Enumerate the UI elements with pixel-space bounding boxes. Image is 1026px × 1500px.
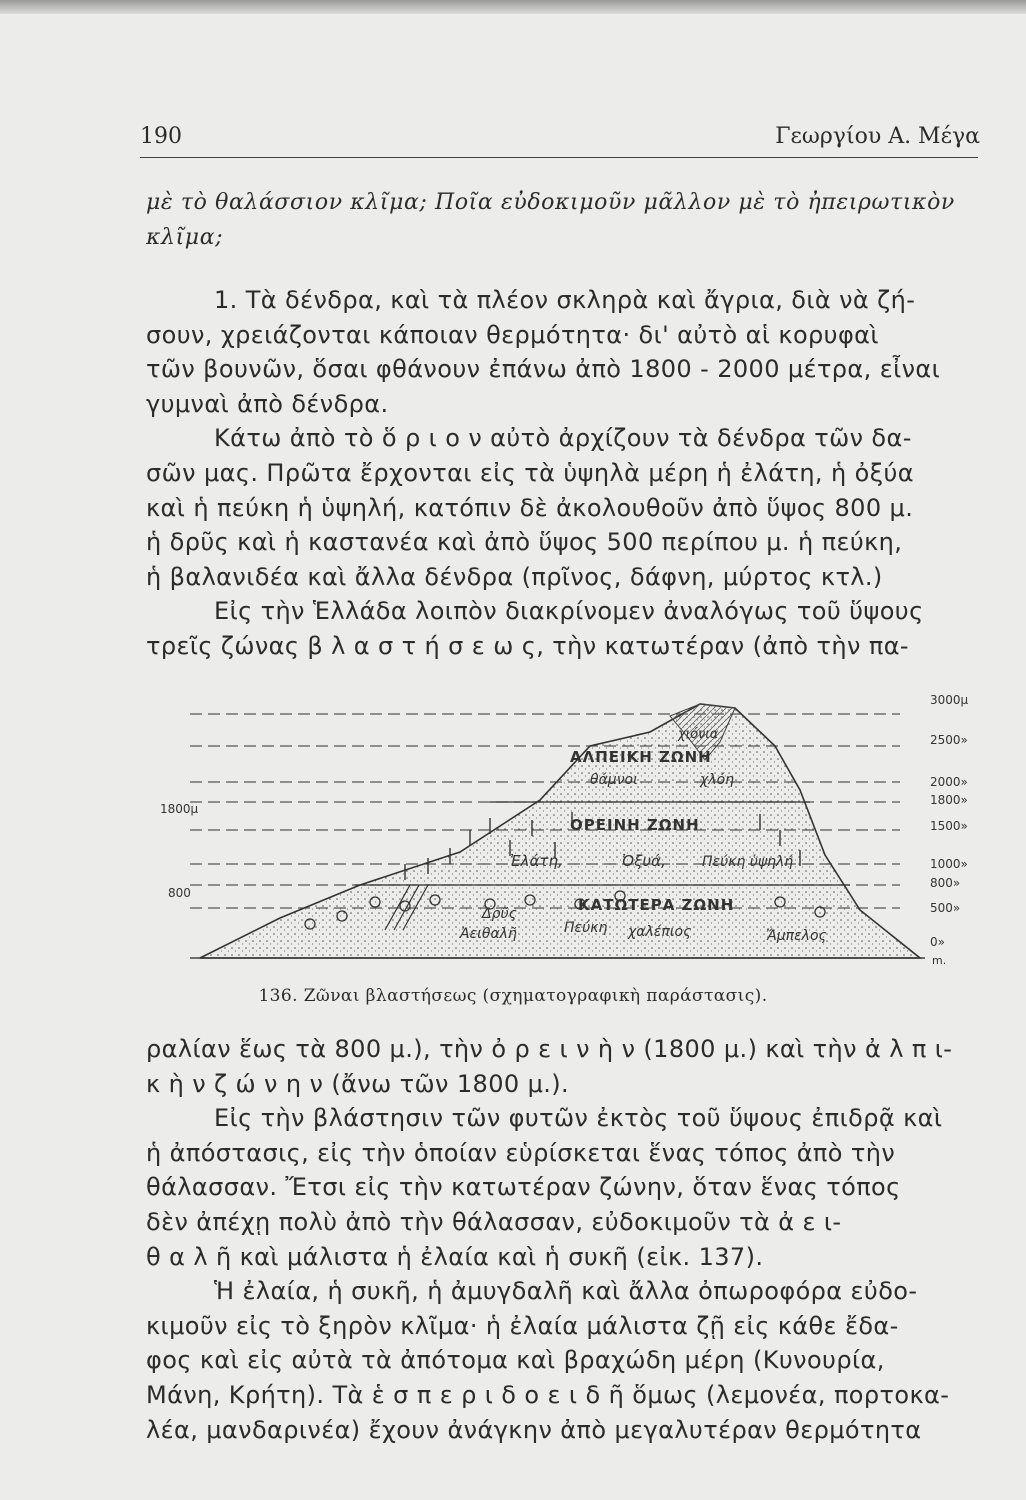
lower-plant-label: Πεύκη — [564, 920, 608, 936]
alpine-plant-label: χλόη — [700, 772, 735, 788]
axis-label-left: 1800μ — [160, 802, 199, 816]
running-head: Γεωργίου Α. Μέγα — [775, 124, 980, 149]
text-line: σουν, χρειάζονται κάποιαν θερμότητα· δι' αὐτὸ αἱ κορυφαὶ — [146, 320, 879, 349]
header-rule — [140, 157, 978, 158]
axis-label-left: 800 — [168, 886, 191, 900]
axis-label-right: 2500» — [930, 733, 968, 747]
text-line: θάλασσαν. Ἔτσι εἰς τὴν κατωτέραν ζώνην, ὅταν ἕνας τόπος — [146, 1173, 901, 1202]
paragraph-2 — [146, 1032, 982, 1447]
vegetation-zones-figure — [160, 680, 990, 980]
alpine-plant-label: θάμνοι — [590, 772, 638, 788]
text-line: κιμοῦν εἰς τὸ ξηρὸν κλῖμα· ἡ ἐλαία μάλιστα ζῇ εἰς κάθε ἔδα- — [146, 1311, 899, 1340]
text-line: δὲν ἀπέχῃ πολὺ ἀπὸ τὴν θάλασσαν, εὐδοκιμοῦν τὰ ἀ ε ι- — [146, 1207, 842, 1236]
intro-question — [146, 186, 982, 255]
page-edge-shadow — [0, 0, 1026, 14]
text-line: τρεῖς ζώνας β λ α σ τ ή σ ε ω ς, τὴν κατωτέραν (ἀπὸ τὴν πα- — [146, 631, 909, 660]
mountain-tree-label: Ἐλάτη, — [510, 852, 563, 870]
text-line: γυμναὶ ἀπὸ δένδρα. — [146, 389, 389, 418]
paragraph-1 — [146, 283, 982, 664]
text-line: καὶ ἡ πεύκη ἡ ὑψηλή, κατόπιν δὲ ἀκολουθοῦν ἀπὸ ὕψος 800 μ. — [146, 493, 914, 522]
text-line: Εἰς τὴν βλάστησιν τῶν φυτῶν ἐκτὸς τοῦ ὕψους ἐπιδρᾷ καὶ — [214, 1104, 943, 1133]
text-line: σῶν μας. Πρῶτα ἔρχονται εἰς τὰ ὑψηλὰ μέρη ἡ ἐλάτη, ἡ ὀξύα — [146, 458, 915, 487]
axis-label-right: 2000» — [930, 775, 968, 789]
text-line: ἡ δρῦς καὶ ἡ καστανέα καὶ ἀπὸ ὕψος 500 περίπου μ. ἡ πεύκη, — [146, 528, 903, 557]
axis-label-right: 800» — [930, 876, 961, 890]
text-line: κ ὴ ν ζ ώ ν η ν (ἄνω τῶν 1800 μ.). — [146, 1069, 570, 1098]
axis-label-right: 1000» — [930, 857, 968, 871]
text-line: λέα, μανδαρινέα) ἔχουν ἀνάγκην ἀπὸ μεγαλυτέραν θερμότητα — [146, 1415, 922, 1444]
text-line: κλῖμα; — [146, 224, 224, 250]
text-line: Μάνη, Κρήτη). Τὰ ἑ σ π ε ρ ι δ ο ε ι δ ῆ ὅμως (λεμονέα, πορτοκα- — [146, 1380, 950, 1409]
alpine-zone-label: ΑΛΠΕΙΚΗ ΖΩΝΗ — [570, 748, 712, 766]
text-line: μὲ τὸ θαλάσσιον κλῖμα; Ποῖα εὐδοκιμοῦν μᾶλλον μὲ τὸ ἠπειρωτικὸν — [146, 190, 955, 215]
text-line: φος καὶ εἰς αὐτὰ τὰ ἀπότομα καὶ βραχώδη μέρη (Κυνουρία, — [146, 1346, 885, 1375]
mountain-tree-label: Ὀξυά, — [622, 852, 666, 870]
text-line: ἡ ἀπόστασις, εἰς τὴν ὁποίαν εὑρίσκεται ἕνας τόπος ἀπὸ τὴν — [146, 1138, 896, 1167]
lower-plant-label: χαλέπιος — [628, 924, 692, 940]
lower-plant-label: Δρῦς — [482, 906, 517, 922]
text-line: Εἰς τὴν Ἑλλάδα λοιπὸν διακρίνομεν ἀναλόγως τοῦ ὕψους — [214, 597, 924, 626]
page-number: 190 — [140, 124, 182, 149]
text-line: 1. Τὰ δένδρα, καὶ τὰ πλέον σκληρὰ καὶ ἄγρια, διὰ νὰ ζή- — [214, 286, 916, 314]
text-line: ραλίαν ἕως τὰ 800 μ.), τὴν ὀ ρ ε ι ν ὴ ν (1800 μ.) καὶ τὴν ἀ λ π ι- — [146, 1035, 953, 1063]
mountain-zone-label: ΟΡΕΙΝΗ ΖΩΝΗ — [570, 816, 700, 834]
figure-caption: 136. Ζῶναι βλαστήσεως (σχηματογραφικὴ παράστασις). — [258, 986, 768, 1006]
axis-label-right: 1800» — [930, 793, 968, 807]
mountain-tree-label: Πεύκη ὑψηλή — [702, 854, 794, 870]
axis-label-right: 1500» — [930, 819, 968, 833]
axis-label-right: 3000μ — [930, 693, 969, 707]
lower-plant-label: Ἄμπελος — [766, 928, 827, 944]
text-line: Ἡ ἐλαία, ἡ συκῆ, ἡ ἀμυγδαλῆ καὶ ἄλλα ὀπωροφόρα εὐδο- — [214, 1277, 918, 1306]
corner-mark: m. — [932, 954, 947, 967]
axis-label-right: 500» — [930, 901, 961, 915]
text-line: θ α λ ῆ καὶ μάλιστα ἡ ἐλαία καὶ ἡ συκῆ (εἰκ. 137). — [146, 1242, 764, 1271]
text-line: ἡ βαλανιδέα καὶ ἄλλα δένδρα (πρῖνος, δάφνη, μύρτος κτλ.) — [146, 562, 883, 591]
text-line: τῶν βουνῶν, ὅσαι φθάνουν ἐπάνω ἀπὸ 1800 - 2000 μέτρα, εἶναι — [146, 355, 941, 384]
lower-zone-label: ΚΑΤΩΤΕΡΑ ΖΩΝΗ — [578, 896, 735, 914]
text-line: Κάτω ἀπὸ τὸ ὅ ρ ι ο ν αὐτὸ ἀρχίζουν τὰ δένδρα τῶν δα- — [214, 424, 912, 453]
snow-label: χιόνια — [678, 727, 719, 742]
lower-plant-label: Ἀειθαλῆ — [460, 926, 517, 942]
axis-label-right: 0» — [930, 935, 945, 949]
